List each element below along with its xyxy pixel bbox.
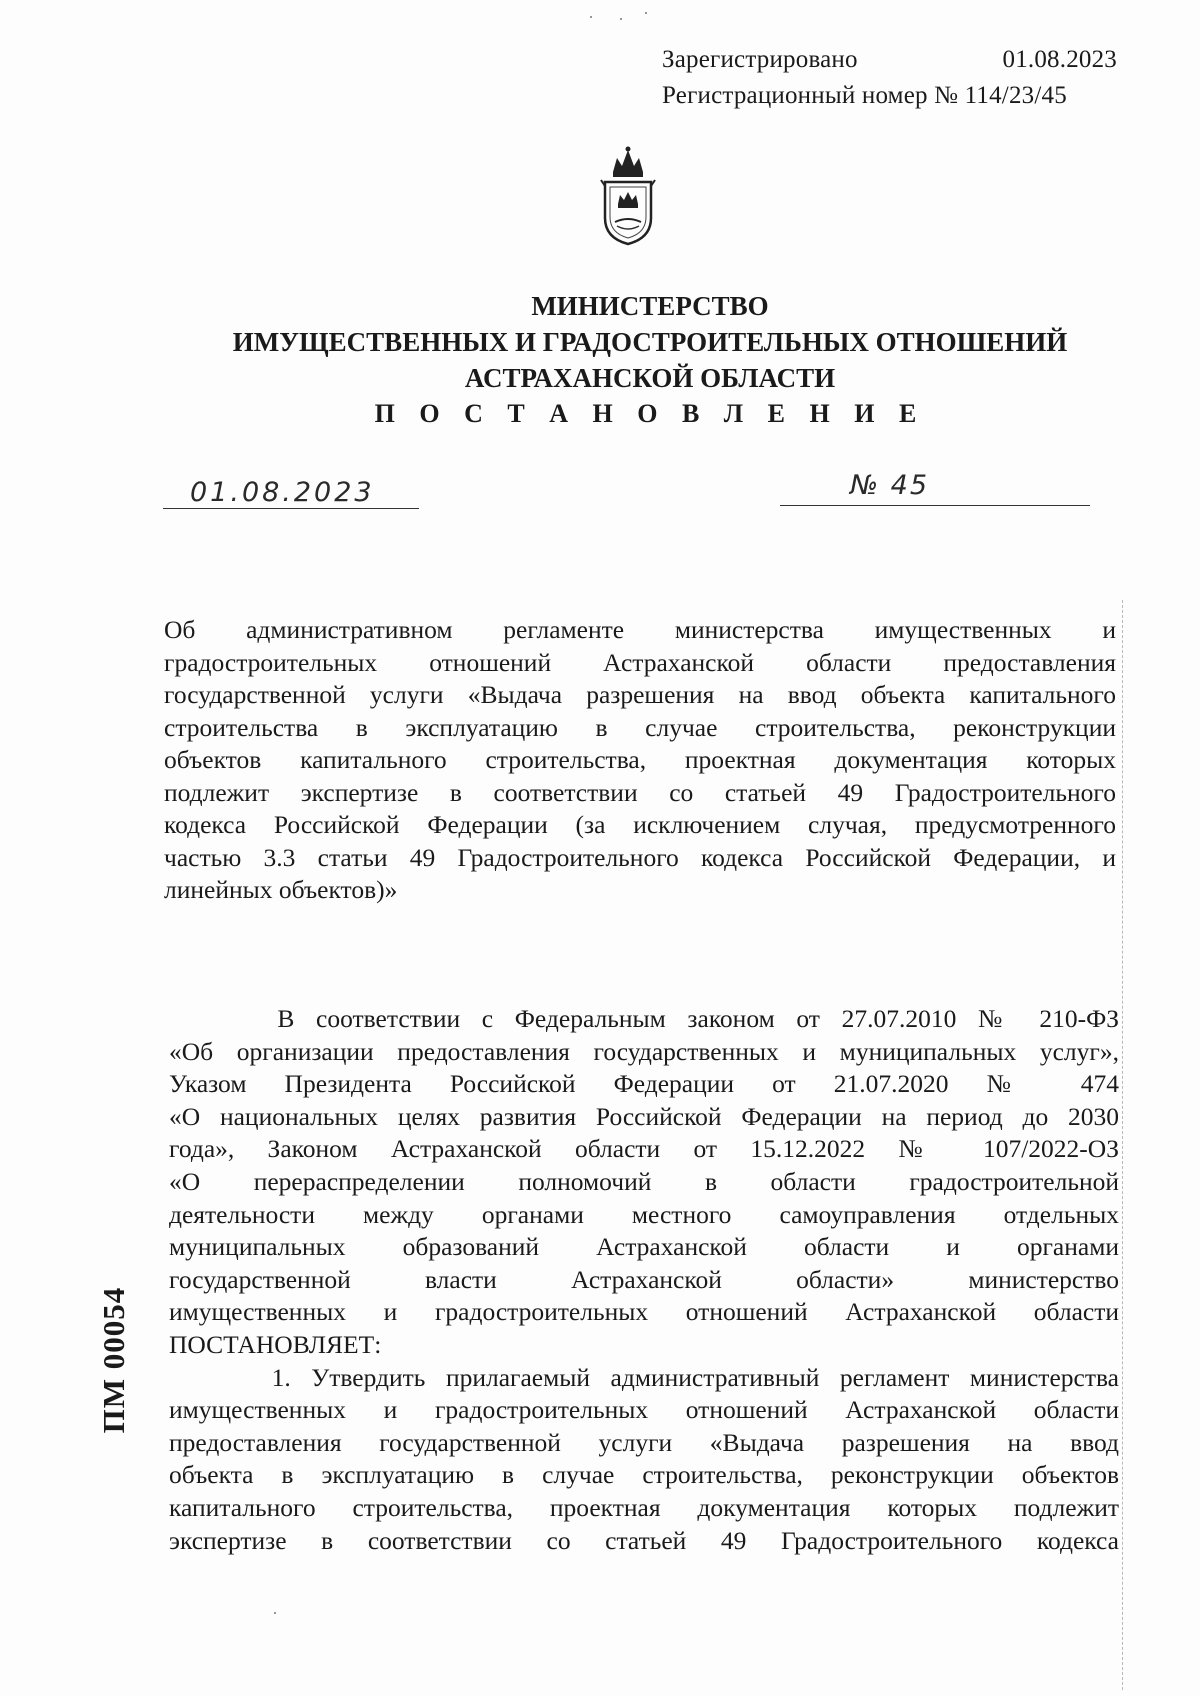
- decree-title: П О С Т А Н О В Л Е Н И Е: [374, 399, 926, 428]
- coat-of-arms-icon: [599, 146, 657, 246]
- subject-line: линейных объектов)»: [164, 875, 398, 904]
- date-underline: [163, 508, 419, 509]
- side-stamp-text: ПМ 00054: [96, 1286, 131, 1434]
- body-line: деятельности между органами местного самоуправления отдельных: [169, 1199, 1119, 1229]
- registration-row: [662, 42, 1117, 78]
- body-line: В соответствии с Федеральным законом от 27.07.2010 № 210-ФЗ: [169, 1004, 1119, 1033]
- ministry-title: МИНИСТЕРСТВО: [531, 291, 769, 321]
- handwritten-date: 01.08.2023: [190, 477, 375, 508]
- body-line: имущественных и градостроительных отношений Астраханской области: [169, 1297, 1119, 1327]
- subject-line: Об административном регламенте министерства имущественных и: [164, 615, 1116, 644]
- handwritten-number: № 45: [850, 470, 930, 501]
- body-line: 1. Утвердить прилагаемый административный регламент министерства: [169, 1362, 1119, 1392]
- number-underline: [780, 505, 1090, 506]
- document-header: [150, 288, 1150, 432]
- body-line: года», Законом Астраханской области от 15.12.2022 № 107/2022-ОЗ: [169, 1134, 1119, 1164]
- scan-margin-line: [1122, 600, 1123, 1690]
- registration-label: Зарегистрировано: [662, 46, 858, 73]
- body-line: объекта в эксплуатацию в случае строительства, реконструкции объектов: [169, 1460, 1119, 1490]
- subject-line: частью 3.3 статьи 49 Градостроительного кодекса Российской Федерации, и: [164, 842, 1116, 872]
- body-line: имущественных и градостроительных отношений Астраханской области: [169, 1395, 1119, 1425]
- subject-line: объектов капитального строительства, проектная документация которых: [164, 745, 1116, 774]
- scan-speck: [590, 16, 592, 18]
- scan-speck: [274, 1612, 276, 1614]
- subject-line: государственной услуги «Выдача разрешения на ввод объекта капитального: [164, 680, 1116, 709]
- subject-line: строительства в эксплуатацию в случае строительства, реконструкции: [164, 712, 1116, 742]
- registration-date: 01.08.2023: [1002, 46, 1117, 73]
- body-line: предоставления государственной услуги «Выдача разрешения на ввод: [169, 1427, 1119, 1457]
- decree-body: [169, 1003, 1119, 1557]
- registration-stamp: [662, 42, 1117, 114]
- body-line: экспертизе в соответствии со статьей 49 Градостроительного кодекса: [169, 1525, 1119, 1555]
- side-stamp: [94, 1260, 134, 1460]
- ministry-region: АСТРАХАНСКОЙ ОБЛАСТИ: [464, 363, 836, 393]
- body-line: муниципальных образований Астраханской области и органами: [169, 1232, 1119, 1262]
- subject-line: градостроительных отношений Астраханской области предоставления: [164, 647, 1116, 677]
- body-line: «О национальных целях развития Российской Федерации на период до 2030: [169, 1101, 1119, 1131]
- body-line: капитального строительства, проектная документация которых подлежит: [169, 1492, 1119, 1522]
- body-line: государственной власти Астраханской области» министерство: [169, 1264, 1119, 1294]
- decree-subject: [164, 614, 1116, 907]
- ministry-name: ИМУЩЕСТВЕННЫХ И ГРАДОСТРОИТЕЛЬНЫХ ОТНОШЕНИЙ: [232, 327, 1068, 357]
- scan-speck: [620, 18, 622, 20]
- body-line: Указом Президента Российской Федерации от 21.07.2020 № 474: [169, 1069, 1119, 1099]
- subject-line: подлежит экспертизе в соответствии со статьей 49 Градостроительного: [164, 777, 1116, 807]
- subject-line: кодекса Российской Федерации (за исключением случая, предусмотренного: [164, 810, 1116, 839]
- body-line: ПОСТАНОВЛЯЕТ:: [169, 1329, 382, 1359]
- body-line: «О перераспределении полномочий в области градостроительной: [169, 1166, 1119, 1196]
- scan-speck: [645, 12, 647, 14]
- body-line: «Об организации предоставления государственных и муниципальных услуг»,: [169, 1036, 1119, 1066]
- registration-number: Регистрационный номер № 114/23/45: [662, 82, 1067, 109]
